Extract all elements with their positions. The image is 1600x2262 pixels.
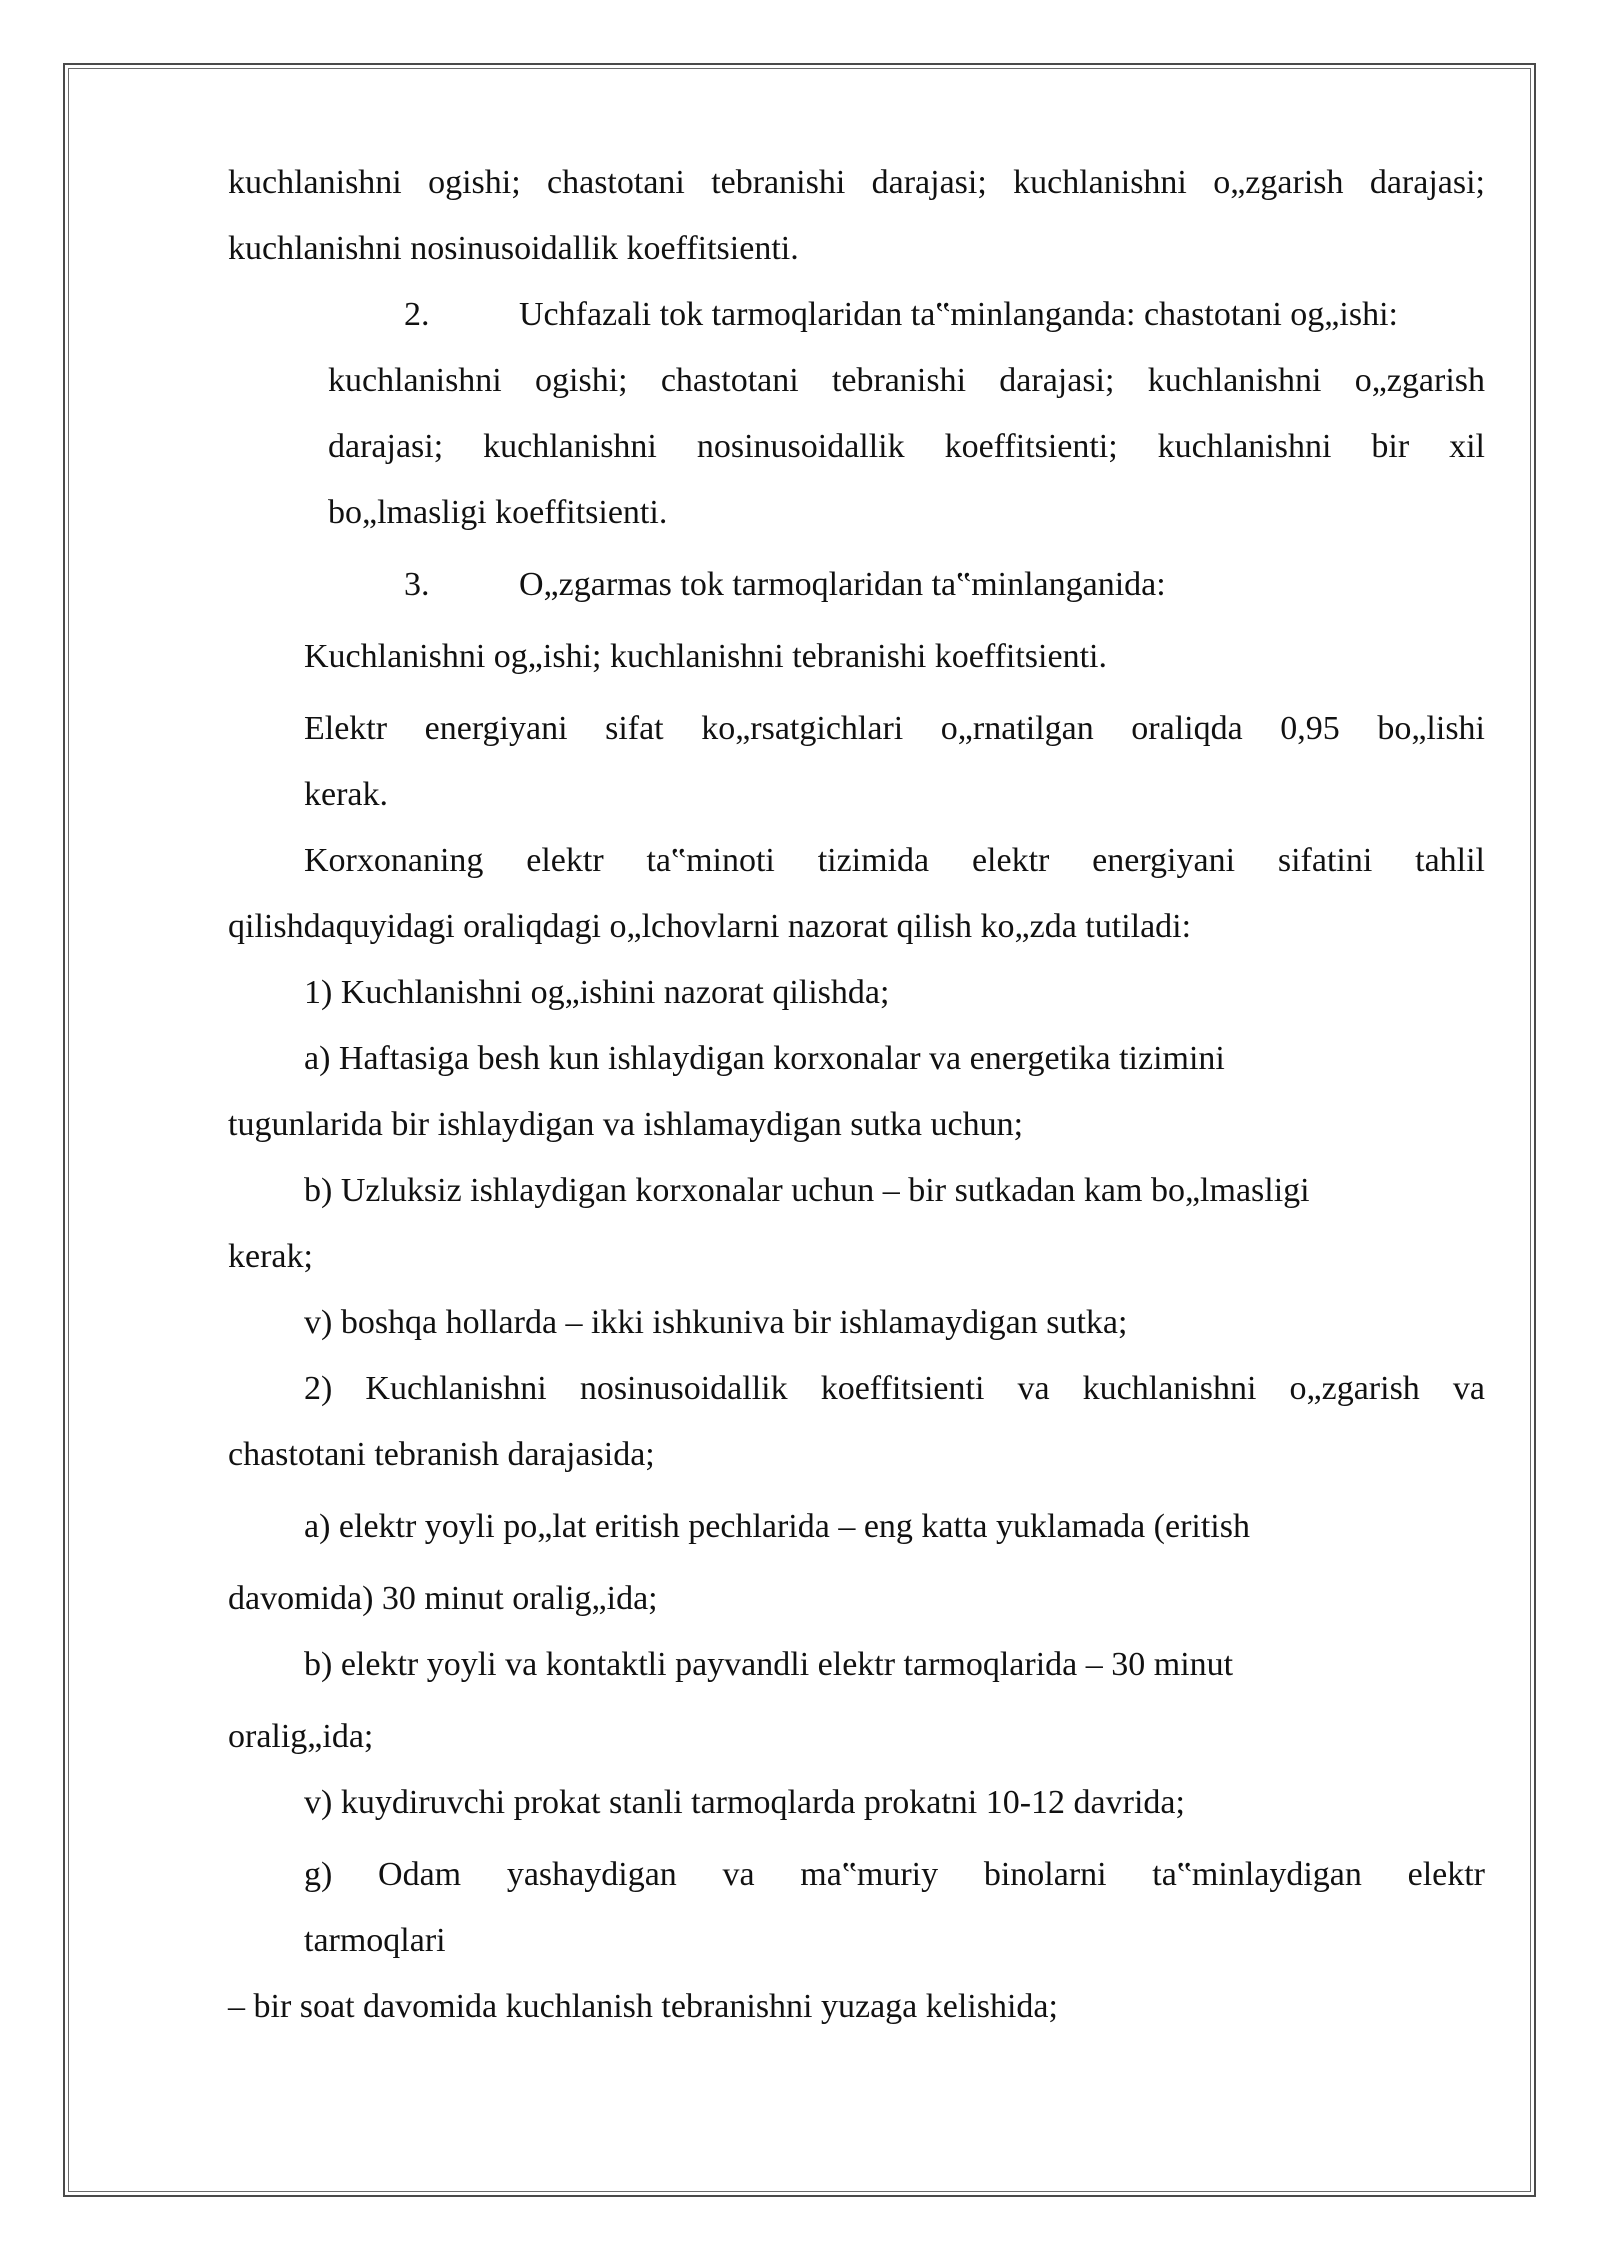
text-line: kerak; bbox=[228, 1238, 313, 1275]
item-text: O„zgarmas tok tarmoqlaridan ta‟minlanganida: bbox=[519, 566, 1166, 603]
text-line: 2) Kuchlanishni nosinusoidallik koeffitsienti va kuchlanishni o„zgarish va bbox=[304, 1370, 1485, 1407]
text-line: Kuchlanishni og„ishi; kuchlanishni tebranishi koeffitsienti. bbox=[304, 638, 1107, 675]
text-line: a) Haftasiga besh kun ishlaydigan korxonalar va energetika tizimini bbox=[304, 1040, 1225, 1077]
text-line: v) kuydiruvchi prokat stanli tarmoqlarda prokatni 10-12 davrida; bbox=[304, 1784, 1185, 1821]
text-line: kuchlanishni ogishi; chastotani tebranishi darajasi; kuchlanishni o„zgarish bbox=[328, 362, 1485, 399]
text-line: bo„lmasligi koeffitsienti. bbox=[328, 494, 668, 531]
text-line: kerak. bbox=[304, 776, 389, 813]
text-line: tarmoqlari bbox=[304, 1922, 446, 1959]
document-body bbox=[228, 150, 1485, 2040]
text-line: Elektr energiyani sifat ko„rsatgichlari o„rnatilgan oraliqda 0,95 bo„lishi bbox=[304, 710, 1485, 747]
text-line: darajasi; kuchlanishni nosinusoidallik koeffitsienti; kuchlanishni bir xil bbox=[328, 428, 1485, 465]
text-line: davomida) 30 minut oralig„ida; bbox=[228, 1580, 658, 1617]
text-line: tugunlarida bir ishlaydigan va ishlamaydigan sutka uchun; bbox=[228, 1106, 1024, 1143]
item-number: 2. bbox=[404, 296, 430, 333]
text-line: kuchlanishni nosinusoidallik koeffitsienti. bbox=[228, 230, 799, 267]
numbered-item-2 bbox=[228, 282, 1485, 348]
text-line: g) Odam yashaydigan va ma‟muriy binolarni ta‟minlaydigan elektr bbox=[304, 1856, 1485, 1893]
text-line: 1) Kuchlanishni og„ishini nazorat qilishda; bbox=[304, 974, 890, 1011]
text-line: b) Uzluksiz ishlaydigan korxonalar uchun – bir sutkadan kam bo„lmasligi bbox=[304, 1172, 1310, 1209]
item-number: 3. bbox=[404, 566, 430, 603]
text-line: Korxonaning elektr ta‟minoti tizimida elektr energiyani sifatini tahlil bbox=[304, 842, 1485, 879]
text-line: qilishdaquyidagi oraliqdagi o„lchovlarni nazorat qilish ko„zda tutiladi: bbox=[228, 908, 1192, 945]
numbered-item-3 bbox=[228, 552, 1485, 618]
text-line: kuchlanishni ogishi; chastotani tebranishi darajasi; kuchlanishni o„zgarish darajasi; bbox=[228, 164, 1485, 201]
text-line: oralig„ida; bbox=[228, 1718, 374, 1755]
text-line: v) boshqa hollarda – ikki ishkuniva bir ishlamaydigan sutka; bbox=[304, 1304, 1128, 1341]
item-text: Uchfazali tok tarmoqlaridan ta‟minlanganda: chastotani og„ishi: bbox=[519, 296, 1398, 333]
text-line: a) elektr yoyli po„lat eritish pechlarida – eng katta yuklamada (eritish bbox=[304, 1508, 1250, 1545]
text-line: b) elektr yoyli va kontaktli payvandli elektr tarmoqlarida – 30 minut bbox=[304, 1646, 1234, 1683]
text-line: – bir soat davomida kuchlanish tebranishni yuzaga kelishida; bbox=[228, 1988, 1058, 2025]
text-line: chastotani tebranish darajasida; bbox=[228, 1436, 655, 1473]
